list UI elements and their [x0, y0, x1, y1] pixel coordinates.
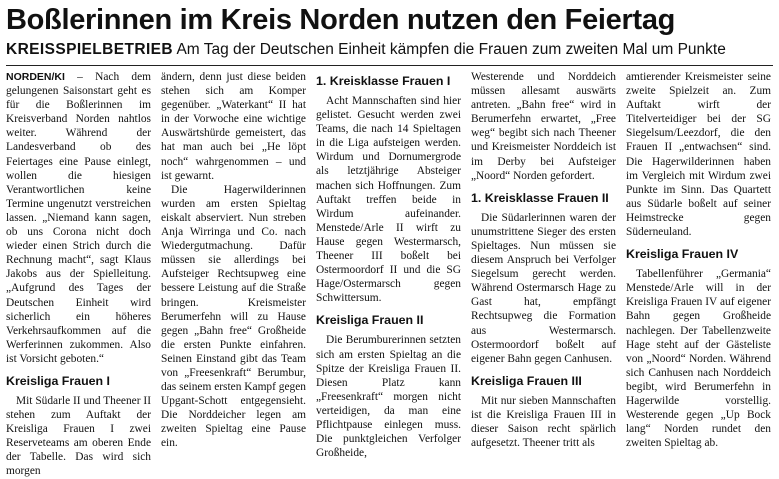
paragraph: Acht Mannschaften sind hier gelistet. Gesucht werden zwei Teams, die nach 14 Spieltagen in die Liga aufsteigen werden. Wirdum und Dornumergrode als letztjährige Absteiger machen sich Hoffnungen. Zum Auftakt treffen beide in Wirdum aufeinander. Menstede/Arle II wirft zu Hause gegen Westermarsch, Theener III boßelt bei Ostermoordorf II und die SG Hage/Ostermarsch gegen Schwittersum.	[316, 95, 461, 305]
paragraph: Mit Südarle II und Theener II stehen zum Auftakt der Kreisliga Frauen I zwei Reserveteams am oberen Ende der Tabelle. Das wird sich morgen	[6, 394, 151, 478]
section-heading: Kreisliga Frauen II	[316, 313, 424, 328]
subline	[6, 40, 773, 60]
dateline: NORDEN/KI	[6, 71, 65, 83]
paragraph	[6, 70, 151, 366]
paragraph: Die Berumburerinnen setzten sich am ersten Spieltag an die Spitze der Kreisliga Frauen II. Diesen Platz kann „Freesenkraft“ morgen nicht verteidigen, da man eine Pflichtpause einlegen muss. Die punktgleichen Verfolger Großheide,	[316, 334, 461, 460]
kicker: KREISSPIELBETRIEB	[6, 41, 173, 58]
headline: Boßlerinnen im Kreis Norden nutzen den Feiertag	[6, 4, 676, 36]
column-3	[316, 70, 461, 479]
section-heading: Kreisliga Frauen I	[6, 373, 110, 388]
column-2	[161, 70, 306, 479]
paragraph-text: – Nach dem gelungenen Saisonstart geht es für die Boßlerinnen im Kreisverband Norden nahtlos weiter. Während der Landesverband ob des Feiertages eine Pause einlegt, wollen die hiesigen Verantwortlichen keine Termine ungenutzt verstreichen lassen. „Niemand kann sagen, ob uns Corona nicht doch wieder einen Strich durch die Rechnung macht“, sagt Klaus Jakobs aus der Spielleitung. „Aufgrund des Tages der Deutschen Einheit wird sicherlich ein höheres Verkehrsaufkommen auf die Werferinnen zukommen. Also ist Vorsicht geboten.“	[6, 71, 151, 365]
paragraph: Tabellenführer „Germania“ Menstede/Arle will in der Kreisliga Frauen IV auf eigener Bahn gegen Großheide nachlegen. Der Tabellenzweite Hage steht auf der Gästeliste von „Noord“ Norden. Während sich Canhusen nach Norddeich begibt, wird Berumerfehn in Hagerwilde vorstellig. Westerende gegen „Up Bock lang“ Norden rundet den zweiten Spieltag ab.	[626, 268, 771, 450]
subline-text: Am Tag der Deutschen Einheit kämpfen die Frauen zum zweiten Mal um Punkte	[176, 41, 726, 58]
paragraph: Die Hagerwilderinnen wurden am ersten Spieltag eiskalt abserviert. Nun streben Anja Wirringa und Co. nach Wiedergutmachung. Dafür müssen sie allerdings bei Aufsteiger Rechtsupweg eine bessere Leistung auf die Straße bringen. Kreismeister Berumerfehn will zu Hause gegen „Bahn free“ Großheide die ersten Punkte einfahren. Seinen Einstand gibt das Team von „Freesenkraft“ Berumbur, das seinem ersten Kampf gegen Upgant-Schott entgegensieht. Die Norddeicher legen am zweiten Spieltag eine Pause ein.	[161, 183, 306, 450]
column-5	[626, 70, 771, 479]
column-4	[471, 70, 616, 479]
paragraph: Westerende und Norddeich müssen allesamt auswärts antreten. „Bahn free“ wird in Berumerfehn erwartet, „Free weg“ begibt sich nach Theener und Kreismeister Norddeich ist im Derby bei Aufsteiger „Noord“ Norden gefordert.	[471, 71, 616, 182]
paragraph: ändern, denn just diese beiden stehen sich am Komper gegenüber. „Waterkant“ II hat in der Vorwoche eine wichtige Auswärtshürde gemeistert, das hat man auch bei „He löpt noch“ wahrgenommen – und ist gewarnt.	[161, 71, 306, 182]
section-heading: Kreisliga Frauen III	[471, 373, 582, 388]
section-heading: 1. Kreisklasse Frauen II	[471, 190, 609, 205]
paragraph: Die Südarlerinnen waren der unumstrittene Sieger des ersten Spieltages. Nun müssen sie diesem Anspruch bei Verfolger Siegelsum gerecht werden. Während Ostermarsch Hage zu Gast hat, empfängt Rechtsupweg die Formation aus Westermarsch. Ostermoordorf boßelt auf eigener Bahn gegen Canhusen.	[471, 211, 616, 365]
paragraph: amtierender Kreismeister seine zweite Spielzeit an. Zum Auftakt wirft der Titelverteidiger bei der SG Siegelsum/Leezdorf, die den Frauen II „entwachsen“ sind. Die Hagerwilderinnen haben im Vergleich mit Wirdum zwei Punkte im Sinn. Das Quartett aus Südarle boßelt auf seiner Heimstrecke gegen Süderneuland.	[626, 71, 771, 239]
section-heading: 1. Kreisklasse Frauen I	[316, 74, 451, 88]
column-1	[6, 70, 151, 479]
section-heading: Kreisliga Frauen IV	[626, 247, 739, 262]
article-columns	[6, 70, 773, 479]
paragraph: Mit nur sieben Mannschaften ist die Kreisliga Frauen III in dieser Saison recht spärlich aufgesetzt. Theener tritt als	[471, 394, 616, 450]
divider	[6, 65, 773, 66]
